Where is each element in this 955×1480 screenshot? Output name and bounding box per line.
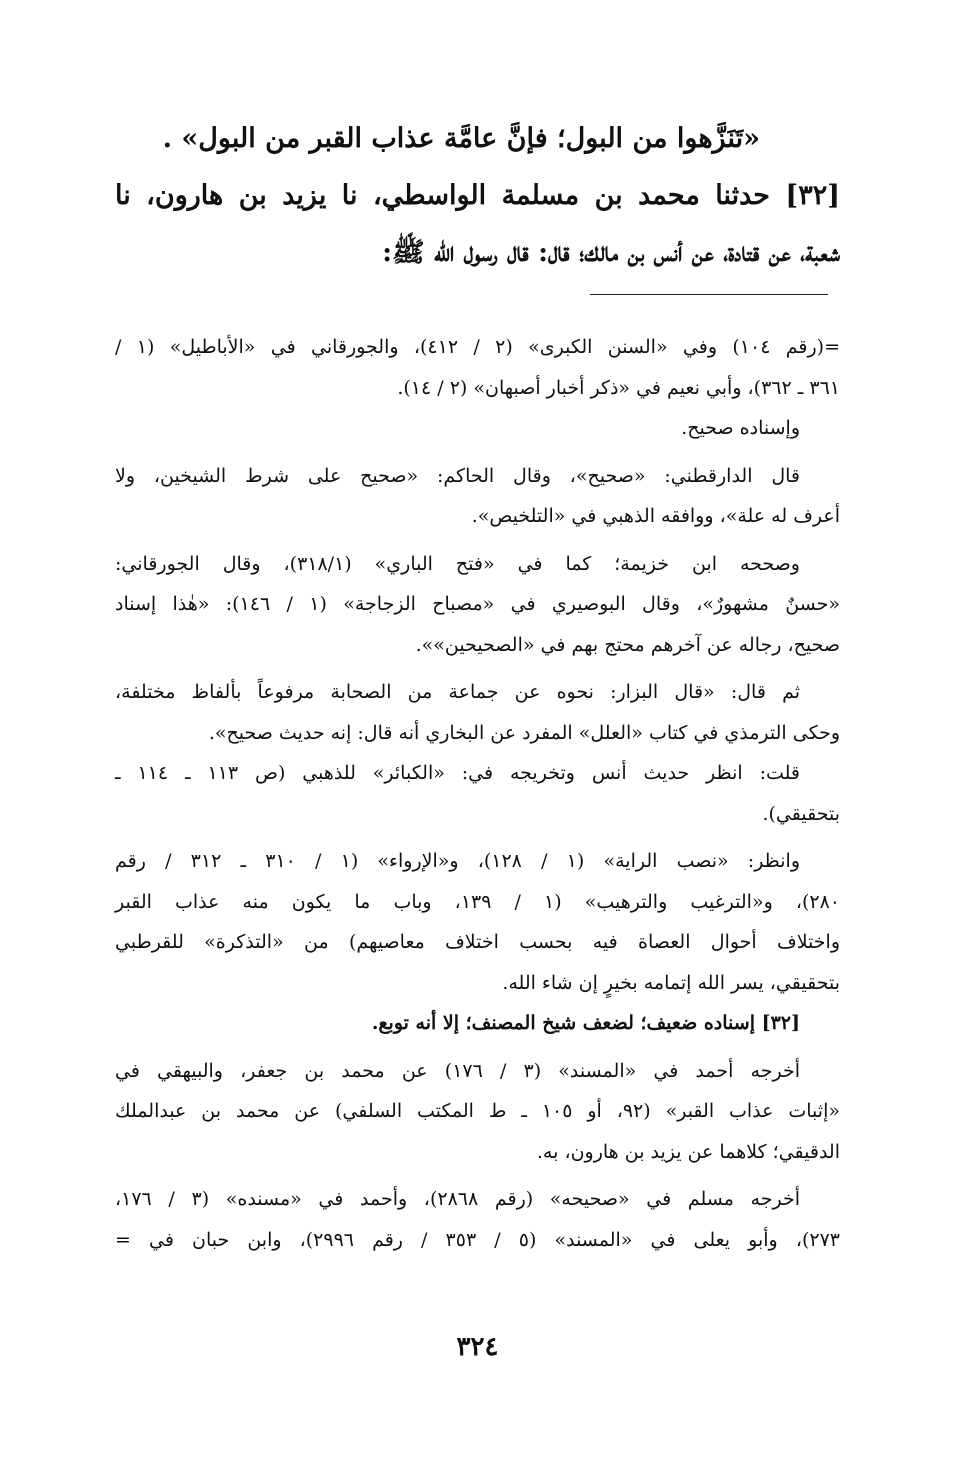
footnote-line: ٢٧٣)، وأبو يعلى في «المسند» (٥ / ٣٥٣ / رقم ٢٩٩٦)، وابن حبان في = <box>115 1228 840 1251</box>
footnote-line: وإسناده صحيح. <box>681 417 800 439</box>
footnote-line: بتحقيقي). <box>762 802 840 825</box>
footnote-line: =(رقم ١٠٤) وفي «السنن الكبرى» (٢ / ٤١٢)، والجورقاني في «الأباطيل» (١ / <box>115 336 840 358</box>
footnotes-block <box>115 327 840 1260</box>
footnote-line: واختلاف أحوال العصاة فيه بحسب اختلاف معاصيهم) من «التذكرة» للقرطبي <box>115 931 840 953</box>
footnote-heading: [٣٢] إسناده ضعيف؛ لضعف شيخ المصنف؛ إلا أنه توبع. <box>371 1012 800 1034</box>
footnote-divider <box>590 294 828 295</box>
footnote-line: «إثبات عذاب القبر» (٩٢، أو ١٠٥ ـ ط المكتب السلفي) عن محمد بن عبدالملك <box>115 1100 840 1122</box>
footnote-line: أخرجه أحمد في «المسند» (٣ / ١٧٦) عن محمد بن جعفر، والبيهقي في <box>115 1059 800 1082</box>
footnote-line: وصححه ابن خزيمة؛ كما في «فتح الباري» (٣١٨/١)، وقال الجورقاني: <box>115 552 800 575</box>
footnote-line: ٢٨٠)، و«الترغيب والترهيب» (١ / ١٣٩، وباب ما يكون منه عذاب القبر <box>115 890 841 913</box>
footnote-line: «حسنٌ مشهورٌ»، وقال البوصيري في «مصباح الزجاجة» (١ / ١٤٦): «هٰذا إسناد <box>115 593 840 615</box>
page-number: ٣٢٤ <box>456 1332 499 1362</box>
footnote-line: ٣٦١ ـ ٣٦٢)، وأبي نعيم في «ذكر أخبار أصبهان» (٢ / ١٤). <box>397 376 840 399</box>
footnote-line: وانظر: «نصب الراية» (١ / ١٢٨)، و«الإرواء» (١ / ٣١٠ ـ ٣١٢ / رقم <box>115 850 801 872</box>
footnote-line: قلت: انظر حديث أنس وتخريجه في: «الكبائر» للذهبي (ص ١١٣ ـ ١١٤ ـ <box>115 762 801 784</box>
footnote-line: قال الدارقطني: «صحيح»، وقال الحاكم: «صحيح على شرط الشيخين، ولا <box>115 464 800 487</box>
isnad-line: شعبة، عن قتادة، عن أنس بن مالك؛ قال: قال رسول الله ﷺ: <box>382 237 840 268</box>
main-text-block <box>115 110 840 281</box>
footnote-line: بتحقيقي، يسر الله إتمامه بخيرٍ إن شاء الله. <box>502 971 840 994</box>
footnote-line: ثم قال: «قال البزار: نحوه عن جماعة من الصحابة مرفوعاً بألفاظ مختلفة، <box>115 681 800 703</box>
hadith-text-line: «تَنَزَّهوا من البول؛ فإنَّ عامَّة عذاب القبر من البول» . <box>162 123 760 154</box>
footnote-line: أخرجه مسلم في «صحيحه» (رقم ٢٨٦٨)، وأحمد في «مسنده» (٣ / ١٧٦، <box>115 1188 800 1210</box>
footnote-line: أعرف له علة»، ووافقه الذهبي في «التلخيص». <box>471 505 840 527</box>
footnote-line: الدقيقي؛ كلاهما عن يزيد بن هارون، به. <box>536 1140 840 1163</box>
footnote-line: وحكى الترمذي في كتاب «العلل» المفرد عن البخاري أنه قال: إنه حديث صحيح». <box>208 721 840 744</box>
isnad-line: [٣٢] حدثنا محمد بن مسلمة الواسطي، نا يزيد بن هارون، نا <box>115 180 840 211</box>
footnote-line: صحيح، رجاله عن آخرهم محتج بهم في «الصحيحين»». <box>415 633 840 656</box>
